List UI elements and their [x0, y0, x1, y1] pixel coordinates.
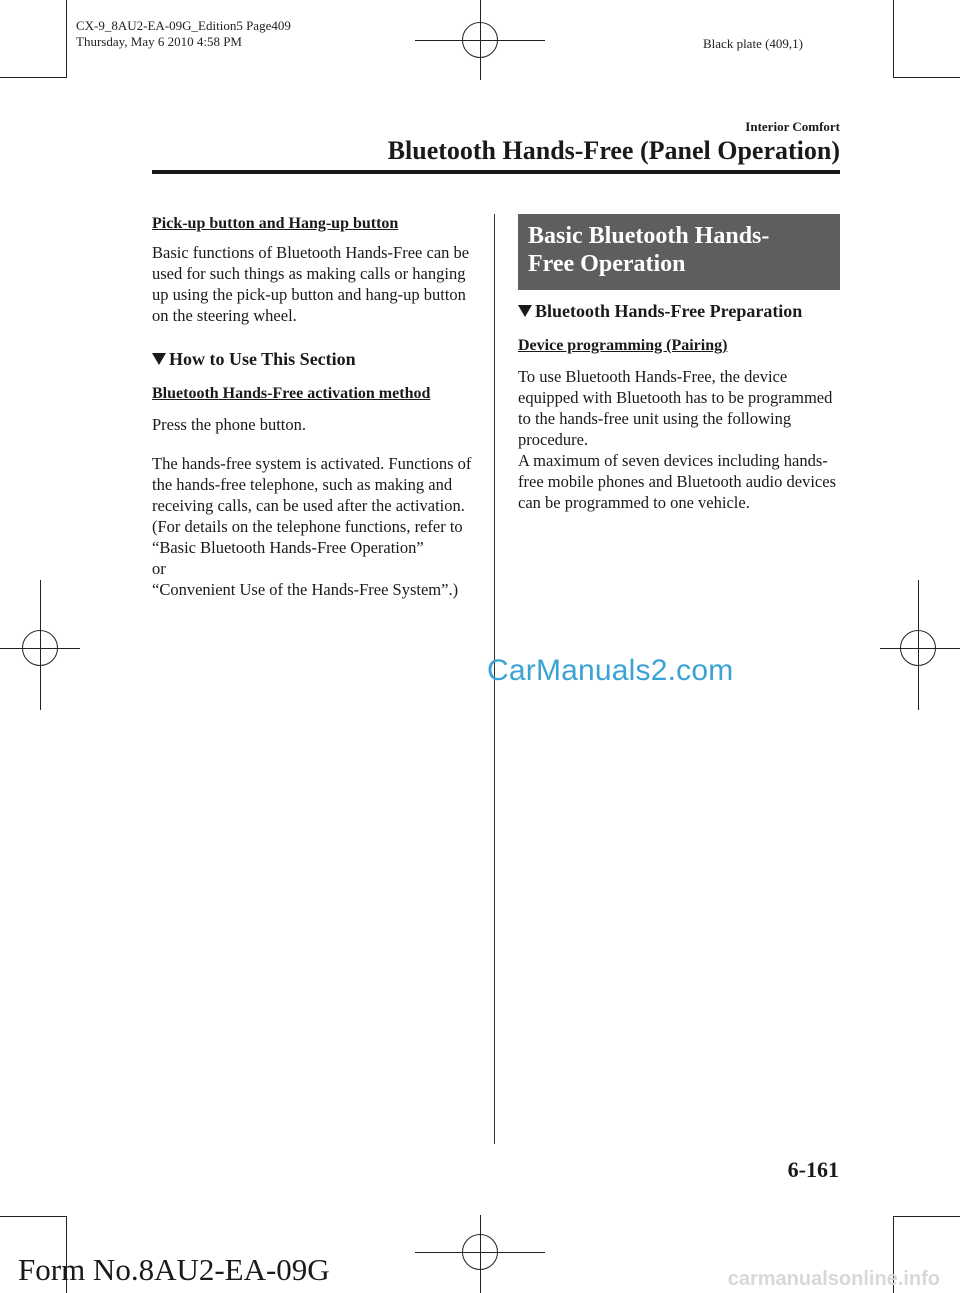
howto-heading: [152, 348, 477, 370]
press-text: Press the phone button.: [152, 415, 306, 434]
page-number: 6-161: [787, 1157, 839, 1182]
print-info-line1: CX-9_8AU2-EA-09G_Edition5 Page409: [76, 18, 291, 33]
print-info-line2: Thursday, May 6 2010 4:58 PM: [76, 34, 242, 49]
header-rule: [152, 170, 840, 174]
pairing-body-2: A maximum of seven devices including hands-free mobile phones and Bluetooth audio devices can be programmed to one vehicle.: [518, 451, 836, 512]
watermark: CarManuals2.com: [487, 654, 734, 687]
print-info: [76, 18, 291, 50]
pairing-body-1: To use Bluetooth Hands-Free, the device equipped with Bluetooth has to be programmed to the hands-free unit using the following procedure.: [518, 367, 833, 449]
or-text: or: [152, 559, 166, 578]
prep-heading: [518, 300, 843, 322]
banner-line1: Basic Bluetooth Hands-: [528, 223, 770, 249]
triangle-icon: [518, 305, 532, 317]
pairing-heading: Device programming (Pairing): [518, 337, 728, 354]
pickup-heading: Pick-up button and Hang-up button: [152, 215, 399, 232]
page-title: Bluetooth Hands-Free (Panel Operation): [387, 136, 840, 165]
left-column: [152, 214, 477, 600]
prep-heading-text: Bluetooth Hands-Free Preparation: [535, 301, 803, 321]
plate-label: Black plate (409,1): [703, 36, 803, 51]
activation-heading: Bluetooth Hands-Free activation method: [152, 385, 431, 402]
banner-line2: Free Operation: [528, 251, 686, 277]
howto-heading-text: How to Use This Section: [169, 349, 356, 369]
activated-body: The hands-free system is activated. Functions of the hands-free telephone, such as making and receiving calls, can be used after the activation. (For details on the telephone functions, refer to: [152, 454, 472, 536]
triangle-icon: [152, 353, 166, 365]
section-banner: [518, 214, 840, 290]
right-column: [518, 214, 843, 513]
form-number: Form No.8AU2-EA-09G: [18, 1252, 330, 1287]
pickup-body: Basic functions of Bluetooth Hands-Free can be used for such things as making calls or hanging up using the pick-up button and hang-up button on the steering wheel.: [152, 243, 470, 325]
reference-1: “Basic Bluetooth Hands-Free Operation”: [152, 538, 424, 557]
reference-2: “Convenient Use of the Hands-Free System”.): [152, 580, 459, 599]
section-label: Interior Comfort: [745, 119, 840, 134]
footer-site: carmanualsonline.info: [727, 1268, 940, 1290]
